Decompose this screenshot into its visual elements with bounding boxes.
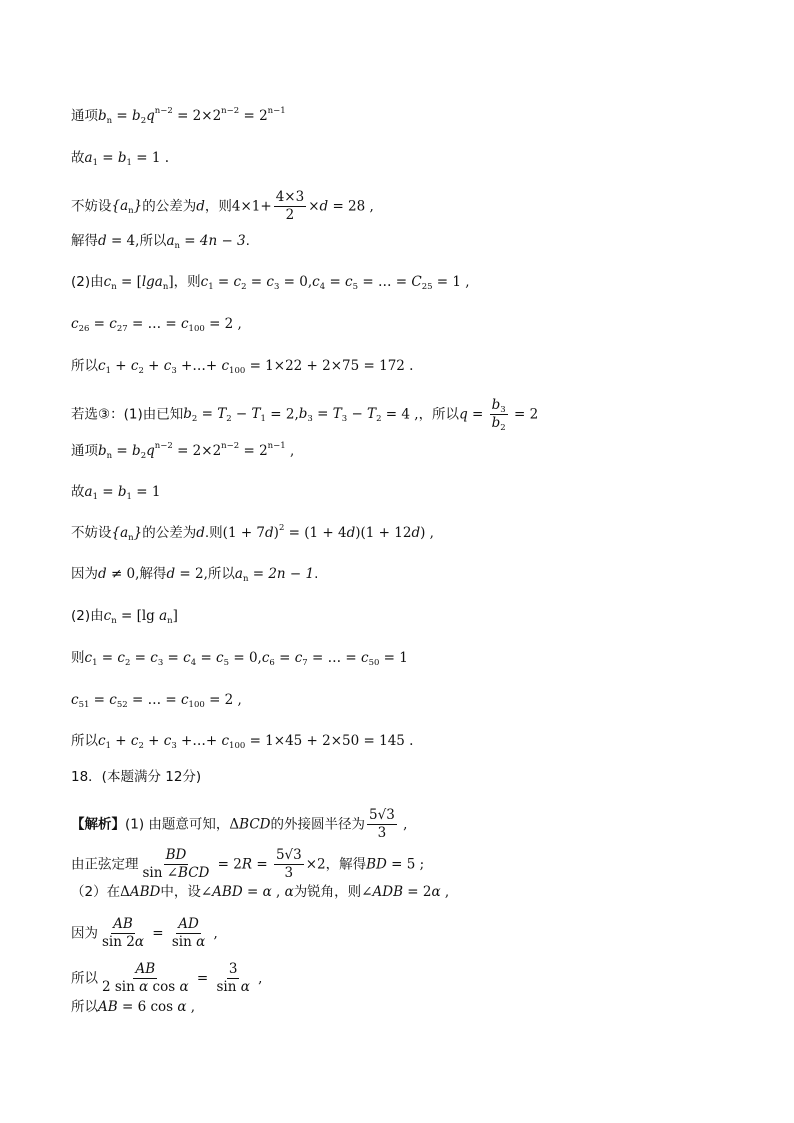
line-analysis-1: 【解析】(1) 由题意可知，ΔBCD的外接圆半径为 $\frac{5√3}{3}$ ,	[71, 807, 408, 841]
line-common-diff-2: 不妨设$\{a_n\}$的公差为d.则$(1 + 7d)^2 = (1 + 4d)(1 + 12d)$ ,	[71, 523, 434, 543]
line-so-1: 所以 $\frac{AB}{\text{2 sin α cos α}}$ = $\frac{3}{\text{sin α}}$ ,	[71, 961, 263, 995]
line-bn-formula-1: 通项$b_n = b_2q^{n-2} = 2\times 2^{n-2} = 2^{n-1}$	[71, 106, 286, 126]
line-part2-1: (2)由$c_n = [\lg a_n]$，则$c_1 = c_2 = c_3 = 0,c_4 = c_5$ = … = $C_{25} = 1$ ,	[71, 274, 470, 292]
line-a1-2: 故$a_1 = b_1 = 1$	[71, 484, 161, 502]
line-c1-c9: 则$c_1 = c_2 = c_3 = c_4 = c_5 = 0,c_6 = c_7$ = … = $c_{50} = 1$	[71, 650, 408, 668]
line-because: 因为 $\frac{AB}{\sin 2\alpha}$ = $\frac{AD}{\text{sin α}}$ ,	[71, 916, 218, 950]
line-part2-3: （2）在ΔABD中，设∠ABD = α , α为锐角，则∠ADB = 2α ,	[71, 884, 450, 900]
line-solve-d-2: 因为d ≠ 0,解得d = 2,所以$a_n = 2n - 1$.	[71, 566, 319, 584]
line-bn-formula-2: 通项$b_n = b_2q^{n-2} = 2\times 2^{n-2} = 2^{n-1}$ ,	[71, 441, 295, 461]
line-sum-1: 所以$c_1 + c_2 + c_3$ +…+ $c_{100} = 1\times 22 + 2\times 75 = 172$ .	[71, 358, 414, 376]
line-common-diff-1: 不妨设$\{a_n\}$的公差为d，则4×1+ $\frac{4\times 3}{2}$ ×d = 28 ,	[71, 189, 374, 223]
line-sine-rule: 由正弦定理 $\frac{BD}{\text{sin ∠BCD}}$ = 2R = $\frac{5√3}{3}$ ×2，解得BD = 5 ;	[71, 847, 425, 881]
line-part2-2: (2)由$c_n = [\lg$ $a_n$]	[71, 608, 178, 626]
line-solve-d-1: 解得d = 4,所以$a_n = 4n - 3$.	[71, 233, 250, 251]
line-sum-2: 所以$c_1 + c_2 + c_3$ +…+ $c_{100} = 1\times 45 + 2\times 50 = 145$ .	[71, 733, 414, 751]
line-a1-1: 故$a_1 = b_1 = 1$ .	[71, 150, 170, 168]
line-choice-3: 若选③：(1)由已知$b_2 = T_2 - T_1 = 2,b_3 = T_3 - T_2 = 4$ ,，所以q = $\frac{b_3}{b_2}$ = 2	[71, 397, 539, 433]
line-so-2: 所以AB = 6 cos α ,	[71, 999, 196, 1015]
line-c26: $c_{26} = c_{27}$ = … = $c_{100} = 2$ ,	[71, 316, 242, 334]
line-c51: $c_{51} = c_{52}$ = … = $c_{100} = 2$ ,	[71, 692, 242, 710]
question-18-header: 18．(本题满分 12分)	[71, 769, 202, 785]
